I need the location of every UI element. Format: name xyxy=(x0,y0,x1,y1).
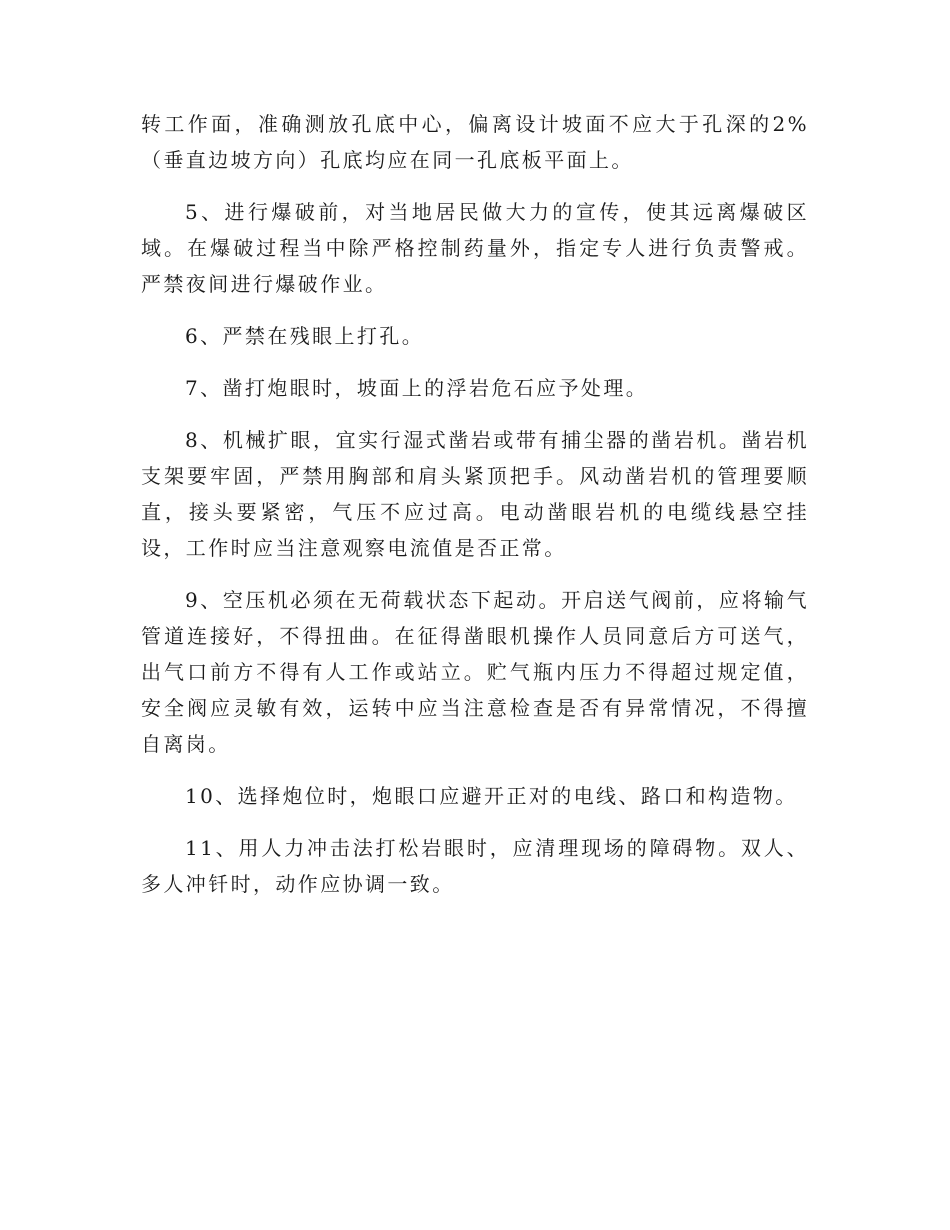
paragraph-item-10: 10、选择炮位时，炮眼口应避开正对的电线、路口和构造物。 xyxy=(185,784,798,808)
paragraph-item-5: 5、进行爆破前，对当地居民做大力的宣传，使其远离爆破区域。在爆破过程当中除严格控制药量外，指定专人进行负责警戒。严禁夜间进行爆破作业。 xyxy=(141,200,809,296)
paragraph-item-6: 6、严禁在残眼上打孔。 xyxy=(185,324,425,348)
paragraph-item-11: 11、用人力冲击法打松岩眼时，应清理现场的障碍物。双人、多人冲钎时，动作应协调一致。 xyxy=(141,836,809,896)
document-body xyxy=(141,106,809,918)
paragraph-item-7: 7、凿打炮眼时，坡面上的浮岩危石应予处理。 xyxy=(185,376,649,400)
paragraph-item-8: 8、机械扩眼，宜实行湿式凿岩或带有捕尘器的凿岩机。凿岩机支架要牢固，严禁用胸部和肩头紧顶把手。风动凿岩机的管理要顺直，接头要紧密，气压不应过高。电动凿眼岩机的电缆线悬空挂设，工作时应当注意观察电流值是否正常。 xyxy=(141,428,809,560)
paragraph-continuation: 转工作面，准确测放孔底中心，偏离设计坡面不应大于孔深的2%（垂直边坡方向）孔底均应在同一孔底板平面上。 xyxy=(141,112,809,172)
paragraph-item-9: 9、空压机必须在无荷载状态下起动。开启送气阀前，应将输气管道连接好，不得扭曲。在征得凿眼机操作人员同意后方可送气，出气口前方不得有人工作或站立。贮气瓶内压力不得超过规定值，安全阀应灵敏有效，运转中应当注意检查是否有异常情况，不得擅自离岗。 xyxy=(141,588,809,756)
